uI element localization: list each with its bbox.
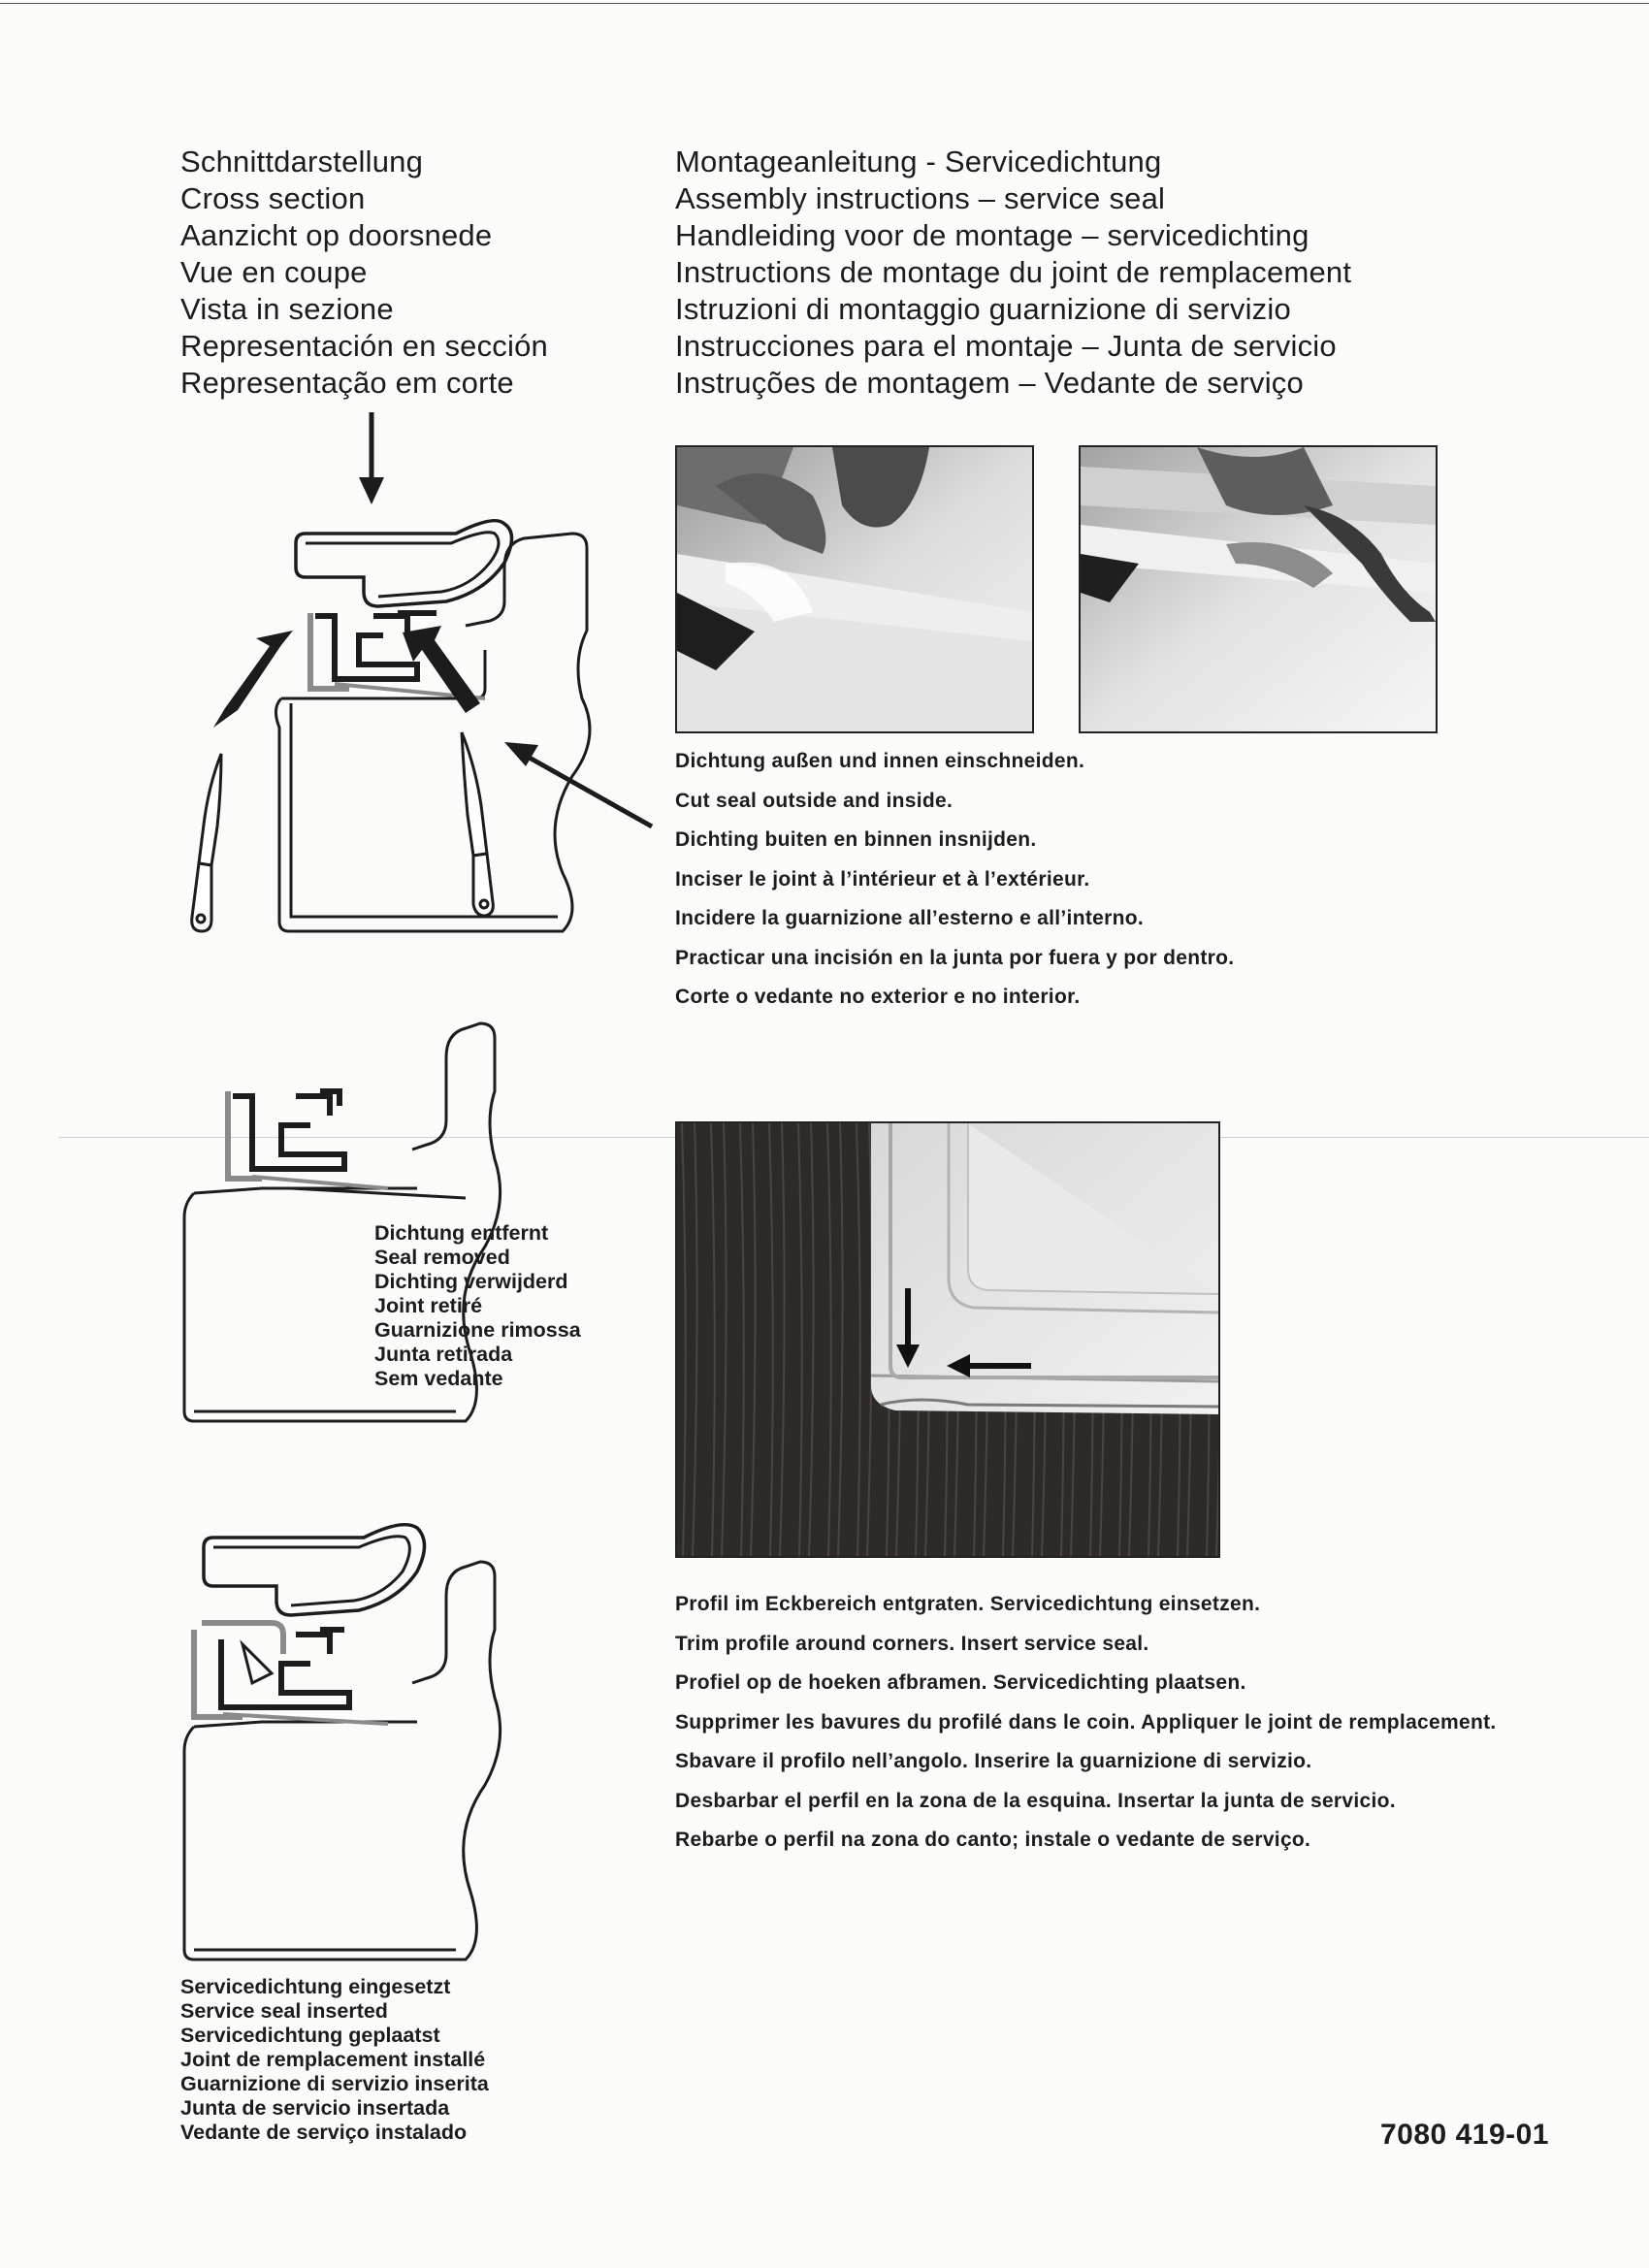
caption-line: Junta de servicio insertada (180, 2096, 450, 2120)
caption-line: Profil im Eckbereich entgraten. Servicedichtung einsetzen. (675, 1593, 1261, 1615)
title-line: Representação em corte (180, 366, 514, 400)
cross-section-cut-diagram (175, 407, 679, 951)
caption-line: Dichting buiten en binnen insnijden. (675, 828, 1037, 851)
title-line: Instructions de montage du joint de remplacement (675, 255, 1352, 289)
title-line: Representación en sección (180, 329, 548, 363)
page-top-edge (0, 3, 1649, 4)
photo-corner-trim (675, 1121, 1220, 1558)
caption-line: Dichtung außen und innen einschneiden. (675, 750, 1085, 772)
document-number: 7080 419-01 (1380, 2119, 1549, 2151)
title-line: Assembly instructions – service seal (675, 181, 1166, 215)
caption-line: Trim profile around corners. Insert service seal. (675, 1632, 1149, 1655)
seal-inserted-caption (180, 1975, 489, 2145)
caption-line: Rebarbe o perfil na zona do canto; instale o vedante de serviço. (675, 1829, 1311, 1851)
caption-line: Guarnizione rimossa (374, 1318, 581, 1342)
title-line: Cross section (180, 181, 366, 215)
caption-line: Junta retirada (374, 1343, 513, 1366)
caption-line: Sbavare il profilo nell’angolo. Inserire la guarnizione di servizio. (675, 1750, 1312, 1772)
caption-line: Service seal inserted (180, 1999, 388, 2023)
title-line: Vue en coupe (180, 255, 368, 289)
title-line: Handleiding voor de montage – servicedichting (675, 218, 1310, 252)
cross-section-seal-inserted-diagram (175, 1508, 563, 1964)
caption-line: Inciser le joint à l’intérieur et à l’extérieur. (675, 867, 1090, 891)
cross-section-title (180, 144, 548, 402)
title-line: Montageanleitung - Servicedichtung (675, 145, 1162, 178)
caption-line: Supprimer les bavures du profilé dans le coin. Appliquer le joint de remplacement. (675, 1710, 1497, 1733)
title-line: Istruzioni di montaggio guarnizione di servizio (675, 292, 1291, 326)
title-line: Instrucciones para el montaje – Junta de servicio (675, 329, 1337, 363)
caption-line: Incidere la guarnizione all’esterno e all’interno. (675, 907, 1144, 929)
caption-line: Desbarbar el perfil en la zona de la esquina. Insertar la junta de servicio. (675, 1789, 1396, 1812)
caption-line: Corte o vedante no exterior e no interior. (675, 986, 1081, 1008)
caption-line: Vedante de serviço instalado (180, 2121, 468, 2144)
photo-cut-seal-outside (675, 445, 1034, 733)
title-line: Vista in sezione (180, 292, 394, 326)
caption-line: Dichtung entfernt (374, 1221, 549, 1245)
caption-line: Profiel op de hoeken afbramen. Servicedichting plaatsen. (675, 1671, 1246, 1694)
caption-line: Practicar una incisión en la junta por fuera y por dentro. (675, 946, 1235, 969)
title-line: Instruções de montagem – Vedante de serviço (675, 366, 1304, 400)
seal-removed-caption (374, 1221, 581, 1391)
assembly-title (675, 144, 1351, 402)
photo-cut-seal-inside (1079, 445, 1438, 733)
caption-line: Servicedichtung geplaatst (180, 2024, 440, 2047)
title-line: Aanzicht op doorsnede (180, 218, 493, 252)
caption-line: Joint retiré (374, 1294, 483, 1317)
caption-line: Servicedichtung eingesetzt (180, 1975, 451, 1998)
caption-line: Cut seal outside and inside. (675, 789, 954, 812)
caption-line: Sem vedante (374, 1367, 503, 1390)
caption-line: Seal removed (374, 1246, 510, 1269)
title-line: Schnittdarstellung (180, 145, 424, 178)
caption-line: Dichting verwijderd (374, 1270, 568, 1293)
step1-caption (675, 742, 1234, 1018)
caption-line: Guarnizione di servizio inserita (180, 2072, 489, 2095)
caption-line: Joint de remplacement installé (180, 2048, 486, 2071)
step2-caption (675, 1585, 1497, 1861)
